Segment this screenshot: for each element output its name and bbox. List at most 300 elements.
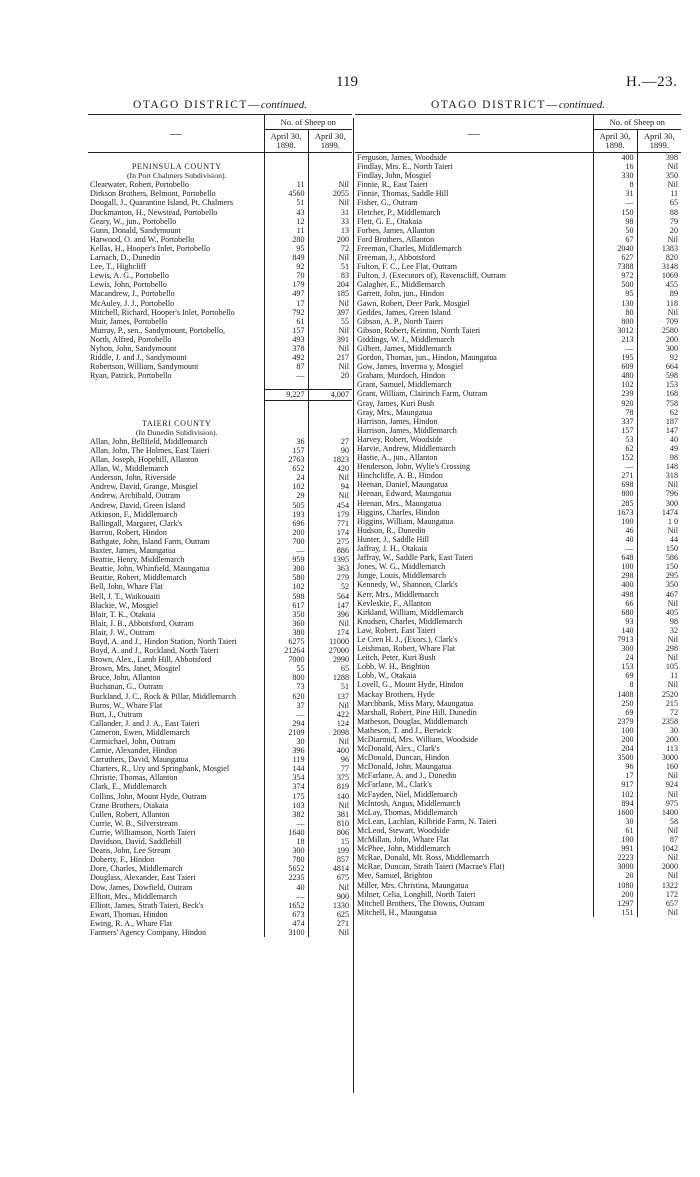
sheep-1898: 492	[264, 353, 308, 362]
sheep-1899: Nil	[637, 526, 681, 535]
sheep-1898: 24	[264, 473, 308, 482]
table-row	[88, 864, 352, 873]
sheep-1899: 454	[308, 501, 352, 510]
sheep-1898: 144	[264, 764, 308, 773]
sheep-1899: 400	[308, 746, 352, 755]
sheep-1898: 271	[593, 471, 637, 480]
sheep-1899: Nil	[637, 480, 681, 489]
table-row	[355, 526, 681, 535]
sheep-1898: 20	[593, 871, 637, 880]
owner-name: Buckland, J. C., Rock & Pillar, Middlemarch	[90, 691, 237, 701]
sheep-1898: 493	[264, 335, 308, 344]
owner-name	[88, 410, 264, 419]
sheep-1898: 652	[264, 464, 308, 473]
owner-name: (In Dunedin Subdivision).	[135, 427, 218, 437]
sheep-1899	[308, 162, 352, 171]
owner-name: Murray, P., sen., Sandymount, Portobello,	[90, 325, 226, 335]
owner-name: Gow, James, Inverma y, Mosgiel	[357, 362, 464, 372]
sheep-1898: 95	[264, 244, 308, 253]
sheep-1898: 337	[593, 417, 637, 426]
sheep-1899: 174	[308, 528, 352, 537]
table-row	[88, 764, 352, 773]
table-row	[88, 262, 352, 271]
sheep-1898: 7000	[264, 655, 308, 664]
owner-name: Marshall, Robert, Pine Hill, Dunedin	[357, 707, 477, 717]
sheep-1899: 51	[308, 262, 352, 271]
table-row	[355, 308, 681, 317]
sheep-1899: Nil	[637, 653, 681, 662]
table-row	[88, 573, 352, 582]
sheep-1898: —	[264, 710, 308, 719]
sheep-1898: 7913	[593, 635, 637, 644]
sheep-1898: 917	[593, 780, 637, 789]
table-row	[355, 690, 681, 699]
owner-name: Marchbank, Miss Mary, Maungatua	[357, 698, 474, 708]
sheep-1899: 1474	[637, 508, 681, 517]
sheep-1898: 11	[264, 180, 308, 189]
owner-name: Higgins, William, Maungatua	[357, 516, 454, 526]
sheep-1899: Nil	[308, 801, 352, 810]
table-row	[88, 901, 352, 910]
table-row	[88, 510, 352, 519]
table-row	[88, 728, 352, 737]
sheep-1898: 972	[593, 271, 637, 280]
table-row	[88, 464, 352, 473]
sheep-1898: 3000	[593, 862, 637, 871]
sheep-1899: Nil	[308, 883, 352, 892]
owner-name: Harrison, James, Hindon	[357, 416, 438, 426]
sheep-1898: 2109	[264, 728, 308, 737]
owner-name: Larnach, D., Dunedin	[90, 253, 161, 263]
sheep-1898: 620	[264, 692, 308, 701]
sheep-1899: 160	[637, 762, 681, 771]
sheep-1898: 200	[264, 528, 308, 537]
table-row	[355, 262, 681, 271]
table-row	[355, 471, 681, 480]
sheep-1898: 500	[593, 280, 637, 289]
owner-name: Mackay Brothers, Hyde	[357, 689, 435, 699]
sheep-1899: Nil	[637, 771, 681, 780]
sheep-1899: Nil	[308, 491, 352, 500]
sheep-1898: —	[264, 371, 308, 380]
owner-name: PENINSULA COUNTY	[131, 162, 222, 172]
table-row	[355, 335, 681, 344]
table-row	[355, 198, 681, 207]
table-row	[88, 682, 352, 691]
sheep-1898: 698	[593, 480, 637, 489]
owner-name: Mee, Samuel, Brighton	[357, 871, 433, 881]
owner-name	[88, 153, 264, 162]
sheep-1899: 975	[637, 799, 681, 808]
header-dash: —	[88, 115, 264, 153]
sheep-1898: 673	[264, 910, 308, 919]
sheep-1898: 991	[593, 844, 637, 853]
sheep-1899: Nil	[637, 908, 681, 917]
sheep-1899: 1383	[637, 244, 681, 253]
sheep-1899: 83	[308, 271, 352, 280]
table-row	[88, 855, 352, 864]
sheep-1898: 9,227	[264, 390, 308, 400]
section-title	[88, 96, 352, 114]
table-row	[88, 455, 352, 464]
table-row	[355, 826, 681, 835]
owner-name: Lee, T., Highcliff	[90, 262, 146, 272]
sheep-1899: 4,007	[308, 390, 352, 400]
owner-name: Kellas, H., Hooper's Inlet, Portobello	[90, 243, 211, 253]
sheep-1898: 378	[264, 344, 308, 353]
sheep-1898: 400	[593, 580, 637, 589]
sheep-1899: Nil	[308, 701, 352, 710]
owner-name: Lewis, A. G., Portobello	[90, 271, 169, 281]
sheep-1898: 21264	[264, 646, 308, 655]
owner-name	[88, 390, 264, 400]
sheep-1899: 90	[308, 446, 352, 455]
table-row	[88, 253, 352, 262]
owner-name: Kevleskie, F., Allanton	[357, 598, 432, 608]
sheep-1898: 2379	[593, 717, 637, 726]
sheep-1898: 680	[593, 608, 637, 617]
sheep-1898: —	[264, 819, 308, 828]
owner-name: McLean, Lachlan, Kilbride Farm, N. Taieri	[357, 816, 497, 826]
sheep-1898: 360	[264, 619, 308, 628]
sheep-1898: 396	[264, 746, 308, 755]
sheep-1899: 350	[637, 171, 681, 180]
sheep-1898: 374	[264, 782, 308, 791]
sheep-1898: —	[264, 892, 308, 901]
table-row	[88, 528, 352, 537]
owner-name: Anderson, John, Riverside	[90, 473, 176, 483]
sheep-1898: 66	[593, 599, 637, 608]
sheep-1899: 153	[637, 380, 681, 389]
sheep-1899: 51	[308, 682, 352, 691]
table-row	[355, 799, 681, 808]
owner-name: Ewing, R. A., Whare Flat	[90, 918, 173, 928]
header-dash: —	[355, 115, 593, 153]
table-row	[355, 608, 681, 617]
sheep-1898: 350	[264, 610, 308, 619]
owner-name: Davidson, David, Saddlehill	[90, 837, 182, 847]
table-row	[88, 628, 352, 637]
sheep-1898: 8	[593, 680, 637, 689]
sheep-1898: 151	[593, 908, 637, 917]
table-row	[88, 180, 352, 189]
owner-name: Hinchcliffe, A. B., Hindon	[357, 471, 443, 481]
sheep-1898: 959	[264, 555, 308, 564]
sheep-1899: Nil	[308, 299, 352, 308]
owner-name: Duckmanton, H., Newstead, Portobello	[90, 207, 218, 217]
sheep-1898: 100	[593, 562, 637, 571]
sheep-1898: 800	[264, 673, 308, 682]
sheep-1899: 1069	[637, 271, 681, 280]
sheep-1898: 30	[593, 817, 637, 826]
table-row	[88, 299, 352, 308]
sheep-1898: 12	[264, 217, 308, 226]
sheep-1899: 900	[308, 892, 352, 901]
owner-name: Allan, John, The Holmes, East Taieri	[90, 446, 210, 455]
table-row	[355, 708, 681, 717]
owner-name: Freeman, Charles, Middlemarch	[357, 243, 462, 253]
sheep-1899: Nil	[637, 599, 681, 608]
table-row	[355, 453, 681, 462]
sheep-1898: 51	[264, 198, 308, 207]
owner-name: Miller, Mrs. Christina, Maungatua	[357, 880, 469, 890]
sheep-1898: 480	[593, 371, 637, 380]
owner-name: Lobb, W., Otakaia	[357, 671, 417, 681]
sheep-1899: 886	[308, 546, 352, 555]
table-row	[88, 810, 352, 819]
owner-name: Heenan, Mrs., Maungatua	[357, 498, 442, 508]
table-row	[88, 437, 352, 446]
owner-name: Kennedy, W., Shannon, Clark's	[357, 580, 458, 590]
table-row	[88, 873, 352, 882]
owner-name: Blair, T. K., Otakaia	[90, 609, 156, 619]
owner-name	[88, 400, 264, 410]
sheep-1899: 147	[637, 426, 681, 435]
sheep-1899: 172	[637, 890, 681, 899]
owner-name: Fulton, J. (Executors of), Ravenscliff, Outram	[357, 271, 506, 281]
table-row	[355, 426, 681, 435]
owner-name: Jaffray, J. H., Otakaia	[357, 544, 428, 554]
owner-name: Graham, Murdoch, Hindon	[357, 371, 446, 381]
table-row	[355, 417, 681, 426]
table-row	[355, 571, 681, 580]
owner-name: Heenan, Daniel, Maungatua	[357, 480, 448, 490]
table-row	[355, 444, 681, 453]
table-row	[355, 653, 681, 662]
sheep-1898: 3100	[264, 928, 308, 937]
sheep-1899: 275	[308, 537, 352, 546]
owner-name: Le Cren H. J., (Exors.), Clark's	[357, 634, 458, 644]
sheep-1899: 58	[637, 817, 681, 826]
table-row	[88, 592, 352, 601]
sheep-1899: 185	[308, 289, 352, 298]
sheep-1898: 175	[264, 792, 308, 801]
table-row	[355, 489, 681, 498]
owner-name: Andrew, David, Grange, Mosgiel	[90, 482, 198, 492]
owner-name: Ballingall, Margaret, Clark's	[90, 518, 183, 528]
sheep-1898: 17	[264, 299, 308, 308]
owner-name: McAuley, J. J., Portobello	[90, 298, 175, 308]
sheep-1899: 89	[637, 289, 681, 298]
sheep-1899: 298	[637, 644, 681, 653]
total-row	[88, 390, 352, 400]
sheep-1899: 664	[637, 362, 681, 371]
table-row	[88, 782, 352, 791]
owner-name: Cullen, Robert, Allanton	[90, 809, 170, 819]
sheep-1898	[264, 380, 308, 390]
sheep-1899: 11	[637, 189, 681, 198]
sheep-1899: 174	[308, 628, 352, 637]
sheep-1898: 200	[593, 735, 637, 744]
table-row	[355, 153, 681, 162]
owner-name: Kerr, Mrs., Middlemarch	[357, 589, 439, 599]
owner-name: McLeod, Stewart, Woodside	[357, 825, 450, 835]
owner-name: Brown, Alex., Lamb Hill, Abbotsford	[90, 655, 212, 665]
sheep-1898: 300	[264, 846, 308, 855]
table-row	[88, 226, 352, 235]
table-row	[355, 280, 681, 289]
sheep-1899: 55	[308, 317, 352, 326]
sheep-1898: 119	[264, 755, 308, 764]
table-row	[355, 771, 681, 780]
owner-name: Beattie, Henry, Middlemarch	[90, 555, 185, 565]
sheep-1899: 300	[637, 344, 681, 353]
table-row	[88, 198, 352, 207]
sheep-1899: 52	[308, 582, 352, 591]
table-row	[88, 501, 352, 510]
table-row	[88, 637, 352, 646]
owner-name: Carnie, Alexander, Hindon	[90, 746, 177, 756]
table-row	[88, 610, 352, 619]
owner-name: Harrison, James, Middlemarch	[357, 425, 457, 435]
owner-name: McRae, Duncan, Strath Taieri (Macrae's Flat)	[357, 862, 505, 872]
sheep-1898: —	[593, 344, 637, 353]
sheep-1898: 3012	[593, 326, 637, 335]
sheep-1898: 474	[264, 919, 308, 928]
sheep-1898: 95	[593, 289, 637, 298]
owner-name: Robertson, William, Sandymount	[90, 362, 199, 372]
owner-name: Burns, W., Whare Flat	[90, 700, 163, 710]
owner-name: Milner, Celia, Longhill, North Taieri	[357, 889, 476, 899]
table-row	[88, 289, 352, 298]
sheep-1899: 179	[308, 510, 352, 519]
sheep-1898: 100	[593, 835, 637, 844]
owner-name: Blackie, W., Mosgiel	[90, 600, 159, 610]
owner-name: Barron, Robert, Hindon	[90, 527, 167, 537]
sheep-1898: 2763	[264, 455, 308, 464]
owner-name: Gray, Mrs., Maungatua	[357, 407, 433, 417]
table-row	[355, 881, 681, 890]
sheep-1899: 279	[308, 573, 352, 582]
section-title-continued: continued.	[260, 99, 308, 111]
owner-name: Clark, E., Middlemarch	[90, 782, 167, 792]
sheep-1898: 849	[264, 253, 308, 262]
table-row	[355, 508, 681, 517]
table-row	[355, 462, 681, 471]
sheep-1899: Nil	[308, 473, 352, 482]
owner-name: Garrett, John, jun., Hindon	[357, 289, 444, 299]
sheep-1898: 103	[264, 801, 308, 810]
sheep-1899: 105	[637, 662, 681, 671]
table-row	[355, 435, 681, 444]
table-row	[88, 919, 352, 928]
sheep-1899: 455	[637, 280, 681, 289]
sheep-1898: 700	[264, 537, 308, 546]
table-row	[88, 473, 352, 482]
owner-name: Gilbert, James, Middlemarch	[357, 343, 452, 353]
sheep-1898: 200	[593, 890, 637, 899]
owner-name: Dirkson Brothers, Belmont, Portobello	[90, 189, 216, 199]
owner-name: Bruce, John, Allanton	[90, 673, 161, 683]
sheep-1898: —	[264, 546, 308, 555]
table-row	[88, 308, 352, 317]
sheep-1898: 505	[264, 501, 308, 510]
sheep-1899: 49	[637, 444, 681, 453]
sheep-1898: 24	[593, 653, 637, 662]
table-row	[88, 719, 352, 728]
table-row	[355, 844, 681, 853]
sheep-1898: 497	[264, 289, 308, 298]
sheep-1899: 32	[637, 626, 681, 635]
sheep-1898: 250	[593, 699, 637, 708]
owner-name: Matheson, T. and J., Berwick	[357, 725, 452, 735]
table-row	[355, 890, 681, 899]
spacer-row	[88, 410, 352, 419]
table-row	[355, 289, 681, 298]
owner-name: Macandrew, J., Portobello	[90, 289, 175, 299]
owner-name: Hastie, A., jun., Allanton	[357, 453, 438, 463]
table-row	[88, 673, 352, 682]
table-row	[88, 208, 352, 217]
owner-name: Beattie, Robert, Middlemarch	[90, 573, 187, 583]
table-row	[355, 371, 681, 380]
sheep-1898: 102	[264, 482, 308, 491]
sheep-1898: 73	[264, 682, 308, 691]
owner-name: Mitchell, H., Maungatua	[357, 907, 437, 917]
sheep-1898: 920	[593, 399, 637, 408]
sheep-1898: 157	[264, 326, 308, 335]
sheep-1898: 61	[593, 826, 637, 835]
sheep-1899: 217	[308, 353, 352, 362]
sheep-1899: 168	[637, 389, 681, 398]
owner-name: Hudson, R., Dunedin	[357, 525, 426, 535]
owner-name: McFayden, Niel, Middlemarch	[357, 789, 458, 799]
sheep-1898: 179	[264, 280, 308, 289]
owner-name: Burt, J., Outram	[90, 709, 143, 719]
owner-name: Henderson, John, Wylie's Crossing	[357, 462, 471, 472]
sheep-1899: 77	[308, 764, 352, 773]
owner-name: Findlay, Mrs. E., North Taieri	[357, 162, 453, 172]
sheep-1898: 102	[593, 790, 637, 799]
owner-name: Bathgate, John, Island Farm, Outram	[90, 536, 210, 546]
sheep-1898: 69	[593, 671, 637, 680]
sheep-1899: 215	[637, 699, 681, 708]
sheep-1899: 1400	[637, 808, 681, 817]
sheep-1899: 796	[637, 489, 681, 498]
sheep-1899: 405	[637, 608, 681, 617]
sheep-1899: 87	[637, 835, 681, 844]
owner-name: Hunter, J., Saddle Hill	[357, 534, 430, 544]
sheep-1898: 100	[593, 517, 637, 526]
sheep-1899: 295	[637, 571, 681, 580]
owner-name: Dow, James, Dowfield, Outram	[90, 882, 193, 892]
sheep-1898: 40	[264, 883, 308, 892]
table-row	[355, 535, 681, 544]
owner-name: Crane Brothers, Otakaia	[90, 800, 169, 810]
section-title-text: OTAGO DISTRICT—	[430, 99, 559, 111]
sheep-1898: —	[593, 462, 637, 471]
table-row	[355, 853, 681, 862]
sheep-1899: 11000	[308, 637, 352, 646]
table-row	[88, 189, 352, 198]
sheep-1898: 93	[593, 617, 637, 626]
spacer-row	[88, 153, 352, 162]
sheep-1898: 354	[264, 773, 308, 782]
owner-name: Geddes, James, Green Island	[357, 307, 451, 317]
sheep-1898: 36	[264, 437, 308, 446]
owner-name: Fletcher, P., Middlemarch	[357, 207, 441, 217]
owner-name: Allan, John, Bellfield, Middlemarch	[90, 436, 208, 446]
sheep-1899: 675	[308, 873, 352, 882]
sheep-1899: 2520	[637, 690, 681, 699]
sheep-1898: 157	[593, 426, 637, 435]
owner-name: Finnie, Thomas, Saddle Hill	[357, 189, 449, 199]
table-row	[88, 546, 352, 555]
table-row	[355, 790, 681, 799]
sheep-1898: 300	[593, 644, 637, 653]
sheep-1899: 467	[637, 590, 681, 599]
table-row	[355, 180, 681, 189]
